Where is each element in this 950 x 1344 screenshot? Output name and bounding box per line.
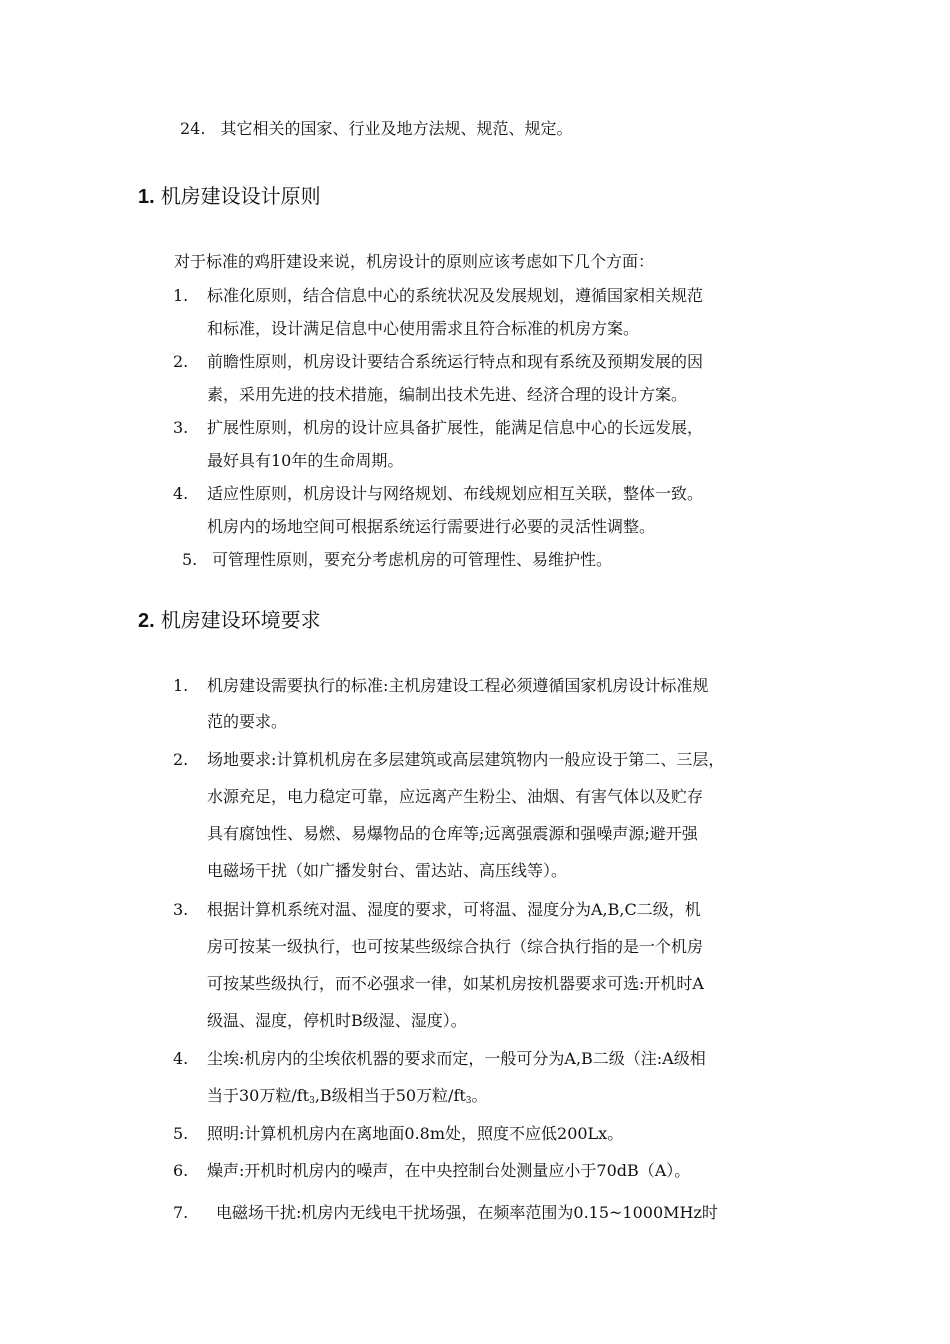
- requirement-item-7: [173, 1203, 718, 1223]
- principle-item-2: [173, 352, 704, 372]
- list-item-number: 2.: [173, 352, 189, 371]
- requirement-item-4: [173, 1049, 706, 1069]
- section-title: 机房建设设计原则: [160, 184, 321, 208]
- requirement-item-3-cont: 级温、湿度，停机时B级湿、湿度）。: [207, 1011, 467, 1030]
- requirement-item-1: [173, 676, 709, 696]
- text-segment: ,B级相当于50万粒/ft: [314, 1086, 466, 1105]
- list-item-number: 3.: [173, 900, 189, 919]
- list-item-text: 场地要求:计算机机房在多层建筑或高层建筑物内一般应设于第二、三层，: [207, 750, 725, 769]
- section-number: 1.: [138, 186, 155, 208]
- requirement-item-2: [173, 750, 725, 770]
- list-item-text: 可管理性原则，要充分考虑机房的可管理性、易维护性。: [212, 550, 613, 569]
- requirement-item-3: [173, 900, 701, 920]
- list-item-number: 5.: [173, 1124, 189, 1143]
- requirement-item-3-cont: 房可按某一级执行，也可按某些级综合执行（综合执行指的是一个机房: [207, 937, 704, 956]
- list-item-text: 扩展性原则，机房的设计应具备扩展性，能满足信息中心的长远发展，: [207, 418, 704, 437]
- principle-item-3-cont: 最好具有10年的生命周期。: [207, 451, 404, 470]
- requirement-item-5: [173, 1124, 624, 1144]
- list-item-number: 24.: [180, 119, 206, 138]
- list-item-text: 照明:计算机机房内在离地面0.8m处，照度不应低200Lx。: [207, 1124, 624, 1143]
- principle-item-1-cont: 和标准，设计满足信息中心使用需求且符合标准的机房方案。: [207, 319, 640, 338]
- list-item-number: 4.: [173, 484, 189, 503]
- list-item-text: 标准化原则，结合信息中心的系统状况及发展规划，遵循国家相关规范: [207, 286, 704, 305]
- section-number: 2.: [138, 610, 155, 632]
- section-title: 机房建设环境要求: [160, 608, 321, 632]
- list-item-number: 1.: [173, 286, 189, 305]
- principle-item-1: [173, 286, 704, 306]
- list-item-text: 适应性原则，机房设计与网络规划、布线规划应相互关联，整体一致。: [207, 484, 704, 503]
- list-item-text: 根据计算机系统对温、湿度的要求，可将温、湿度分为A,B,C二级，机: [207, 900, 701, 919]
- subscript: 3: [309, 1096, 315, 1106]
- list-item-text: 尘埃:机房内的尘埃依机器的要求而定，一般可分为A,B二级（注:A级相: [207, 1049, 706, 1068]
- requirement-item-2-cont: 具有腐蚀性、易燃、易爆物品的仓库等;远离强震源和强噪声源;避开强: [207, 824, 698, 843]
- principle-item-2-cont: 素，采用先进的技术措施，编制出技术先进、经济合理的设计方案。: [207, 385, 688, 404]
- list-item-number: 5.: [182, 550, 198, 569]
- requirement-item-4-cont: [207, 1086, 488, 1111]
- list-item-text: 其它相关的国家、行业及地方法规、规范、规定。: [220, 119, 573, 138]
- section-2-heading: [138, 608, 321, 633]
- list-item-text: 机房建设需要执行的标准:主机房建设工程必须遵循国家机房设计标准规: [207, 676, 709, 695]
- requirement-item-2-cont: 水源充足，电力稳定可靠，应远离产生粉尘、油烟、有害气体以及贮存: [207, 787, 704, 806]
- list-item-number: 2.: [173, 750, 189, 769]
- section-1-heading: [138, 184, 321, 209]
- section-1-intro: 对于标准的鸡肝建设来说，机房设计的原则应该考虑如下几个方面：: [174, 252, 655, 271]
- requirement-item-1-cont: 范的要求。: [207, 712, 288, 731]
- list-item-text: 前瞻性原则，机房设计要结合系统运行特点和现有系统及预期发展的因: [207, 352, 704, 371]
- text-segment: 当于30万粒/ft: [207, 1086, 310, 1105]
- list-item-number: 6.: [173, 1161, 189, 1180]
- subscript: 3: [465, 1096, 472, 1106]
- list-item-number: 3.: [173, 418, 189, 437]
- text-segment: 。: [471, 1086, 488, 1105]
- list-item-text: 电磁场干扰:机房内无线电干扰场强，在频率范围为0.15~1000MHz时: [216, 1203, 718, 1222]
- list-item-number: 7.: [173, 1203, 189, 1222]
- list-item-text: 燥声:开机时机房内的噪声，在中央控制台处测量应小于70dB（A）。: [207, 1161, 691, 1180]
- principle-item-3: [173, 418, 704, 438]
- requirement-item-2-cont: 电磁场干扰（如广播发射台、雷达站、高压线等）。: [207, 861, 568, 880]
- requirement-item-6: [173, 1161, 691, 1181]
- principle-item-4: [173, 484, 704, 504]
- principle-item-5: [182, 550, 613, 570]
- list-item-number: 1.: [173, 676, 189, 695]
- requirement-item-3-cont: 可按某些级执行，而不必强求一律，如某机房按机器要求可选:开机时A: [207, 974, 704, 993]
- list-item-number: 4.: [173, 1049, 189, 1068]
- principle-item-4-cont: 机房内的场地空间可根据系统运行需要进行必要的灵活性调整。: [207, 517, 656, 536]
- list-item-24: [180, 119, 573, 139]
